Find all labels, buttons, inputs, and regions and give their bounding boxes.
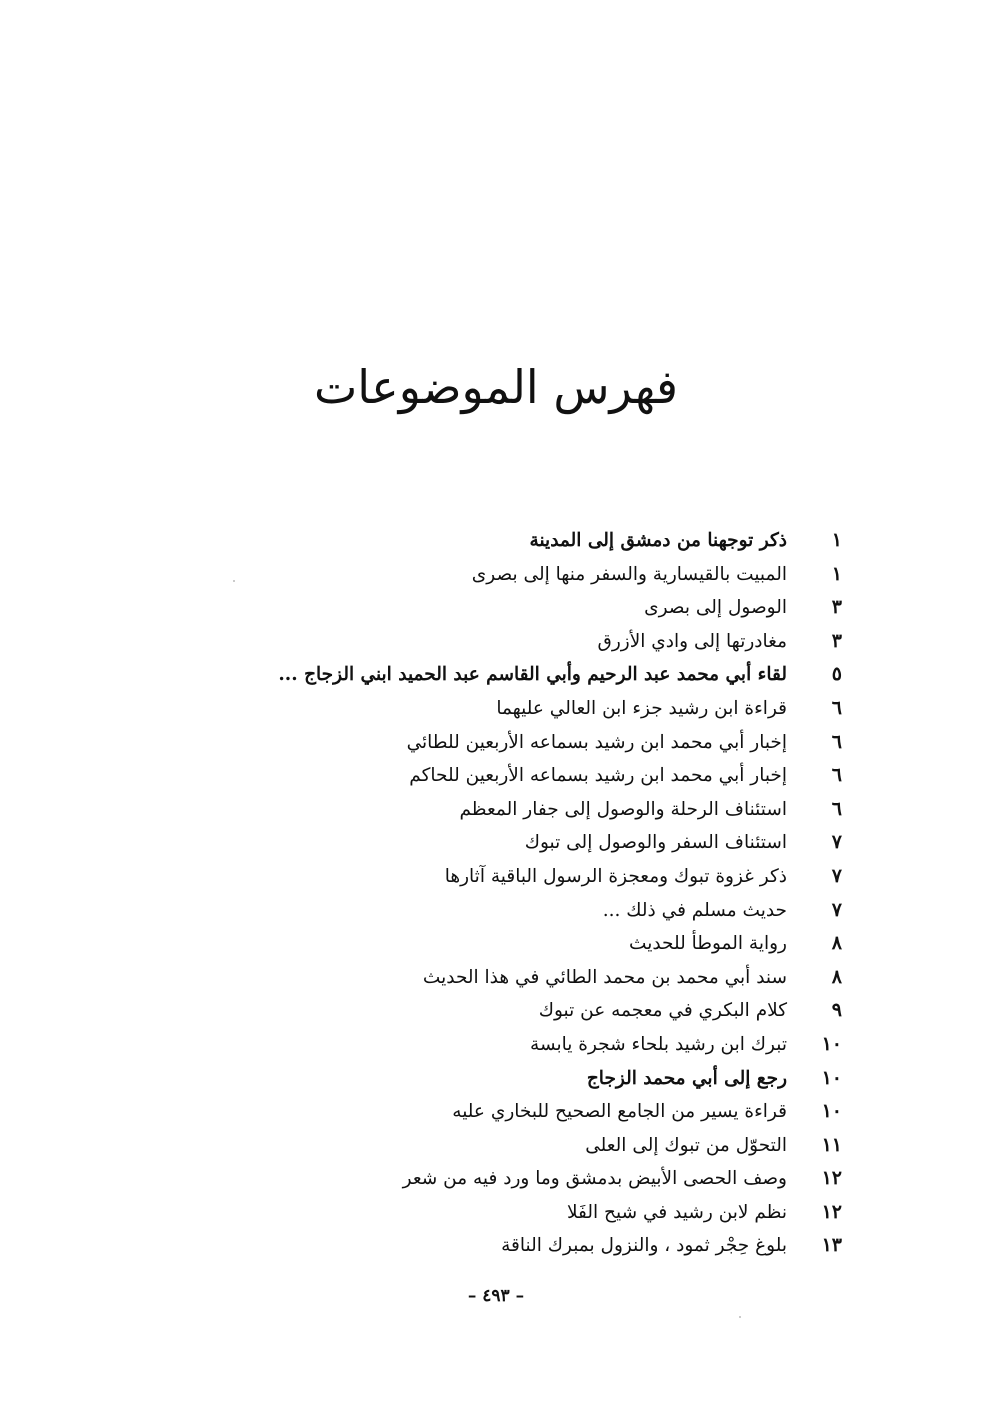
toc-entry-page: ١٠ <box>821 1032 842 1055</box>
scan-speck <box>233 580 235 582</box>
toc-entry-page: ٦ <box>831 696 842 719</box>
toc-entry-title: ذكر غزوة تبوك ومعجزة الرسول الباقية آثارها <box>444 865 787 887</box>
toc-entry-title: التحوّل من تبوك إلى العلى <box>585 1134 787 1156</box>
toc-entry-page: ٦ <box>831 797 842 820</box>
toc-entry-page: ١١ <box>821 1133 842 1156</box>
table-of-contents <box>0 524 992 1263</box>
toc-entry-page: ٣ <box>831 596 842 619</box>
toc-entry <box>0 860 992 894</box>
toc-entry-page: ٥ <box>831 663 842 686</box>
toc-entry-page: ٧ <box>831 898 842 921</box>
toc-entry-page: ٦ <box>831 730 842 753</box>
toc-entry-title: قراءة يسير من الجامع الصحيح للبخاري عليه <box>452 1101 787 1123</box>
toc-entry-title: رواية الموطأ للحديث <box>629 933 787 955</box>
toc-entry-page: ١٢ <box>821 1200 842 1223</box>
toc-entry-page: ١٢ <box>821 1167 842 1190</box>
page-title: فهرس الموضوعات <box>313 360 679 414</box>
toc-entry-page: ٧ <box>831 831 842 854</box>
toc-entry-title: استئناف الرحلة والوصول إلى جفار المعظم <box>459 798 787 820</box>
toc-entry <box>0 894 992 928</box>
toc-entry-page: ٧ <box>831 864 842 887</box>
toc-entry-title: وصف الحصى الأبيض بدمشق وما ورد فيه من شعر <box>402 1168 787 1190</box>
toc-entry-title: بلوغ حِجْر ثمود ، والنزول بمبرك الناقة <box>501 1235 787 1257</box>
toc-entry <box>0 1129 992 1163</box>
toc-entry-title: لقاء أبي محمد عبد الرحيم وأبي القاسم عبد الحميد ابني الزجاج ... <box>278 664 787 686</box>
toc-entry <box>0 1162 992 1196</box>
toc-entry <box>0 961 992 995</box>
toc-entry-page: ٩ <box>831 999 842 1022</box>
toc-entry-title: رجع إلى أبي محمد الزجاج <box>586 1067 787 1089</box>
toc-entry <box>0 994 992 1028</box>
toc-entry <box>0 726 992 760</box>
toc-entry-page: ١٣ <box>821 1234 842 1257</box>
toc-entry-title: إخبار أبي محمد ابن رشيد بسماعه الأربعين للطائي <box>406 731 787 753</box>
toc-entry-title: إخبار أبي محمد ابن رشيد بسماعه الأربعين للحاكم <box>409 765 787 787</box>
toc-entry-title: حديث مسلم في ذلك ... <box>602 899 787 921</box>
toc-entry <box>0 625 992 659</box>
toc-entry-title: استئناف السفر والوصول إلى تبوك <box>524 832 787 854</box>
toc-entry-page: ٣ <box>831 629 842 652</box>
toc-entry <box>0 524 992 558</box>
toc-entry-page: ٦ <box>831 764 842 787</box>
toc-entry-page: ١٠ <box>821 1066 842 1089</box>
toc-entry-page: ١ <box>831 562 842 585</box>
toc-entry <box>0 927 992 961</box>
scan-speck <box>739 1316 741 1318</box>
toc-entry <box>0 1062 992 1096</box>
toc-entry <box>0 692 992 726</box>
toc-entry-title: تبرك ابن رشيد بلحاء شجرة يابسة <box>530 1033 787 1055</box>
toc-entry-page: ١٠ <box>821 1100 842 1123</box>
toc-entry <box>0 558 992 592</box>
toc-entry-page: ٨ <box>831 932 842 955</box>
toc-entry <box>0 658 992 692</box>
toc-entry <box>0 1095 992 1129</box>
toc-entry-title: كلام البكري في معجمه عن تبوك <box>538 1000 787 1022</box>
toc-entry-title: الوصول إلى بصرى <box>644 597 787 619</box>
toc-entry-title: قراءة ابن رشيد جزء ابن العالي عليهما <box>496 697 787 719</box>
toc-entry-title: المبيت بالقيسارية والسفر منها إلى بصرى <box>471 563 787 585</box>
toc-entry <box>0 793 992 827</box>
toc-entry-title: سند أبي محمد بن محمد الطائي في هذا الحديث <box>422 966 787 988</box>
toc-entry <box>0 826 992 860</box>
toc-entry <box>0 759 992 793</box>
toc-entry <box>0 1028 992 1062</box>
toc-entry <box>0 1229 992 1263</box>
toc-entry-title: نظم لابن رشيد في شيح الفَلا <box>566 1201 787 1223</box>
toc-entry-page: ٨ <box>831 965 842 988</box>
toc-entry <box>0 1196 992 1230</box>
page-number: – ٤٩٣ – <box>467 1286 525 1306</box>
toc-entry-title: ذكر توجهنا من دمشق إلى المدينة <box>529 530 787 551</box>
toc-entry-page: ١ <box>831 529 842 551</box>
toc-entry-title: مغادرتها إلى وادي الأزرق <box>597 630 787 652</box>
toc-entry <box>0 591 992 625</box>
